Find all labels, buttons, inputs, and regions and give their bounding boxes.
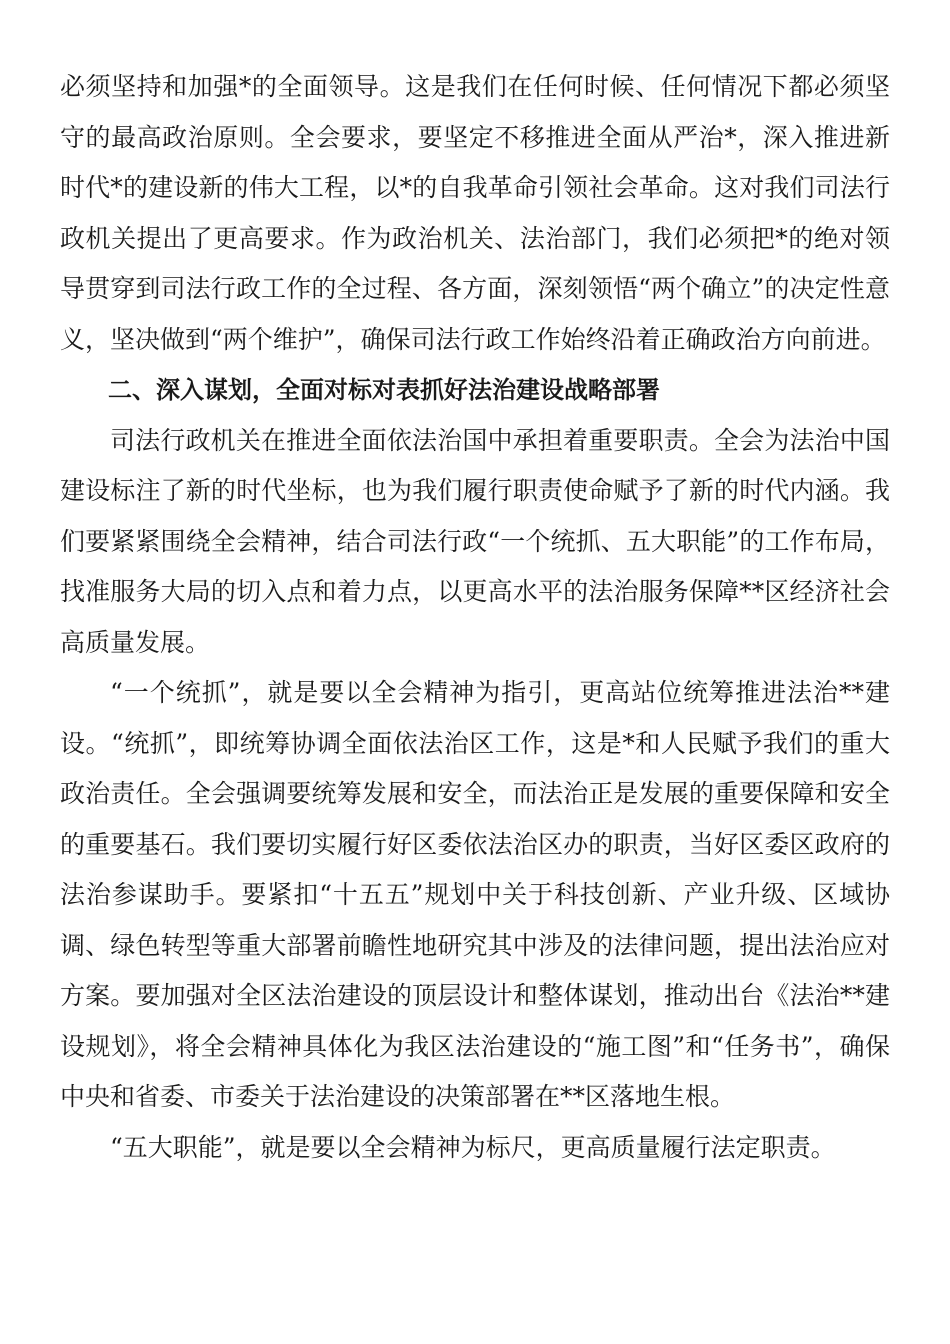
paragraph-one-overall-coordination: “一个统抓”，就是要以全会精神为指引，更高站位统筹推进法治**建设。“统抓”，即统筹协调全面依法治区工作，这是*和人民赋予我们的重大政治责任。全会强调要统筹发展和安全，而法治正是发展的重要保障和安全的重要基石。我们要切实履行好区委依法治区办的职责，当好区委区政府的法治参谋助手。要紧扣“十五五”规划中关于科技创新、产业升级、区域协调、绿色转型等重大部署前瞻性地研究其中涉及的法律问题，提出法治应对方案。要加强对全区法治建设的顶层设计和整体谋划，推动出台《法治**建设规划》，将全会精神具体化为我区法治建设的“施工图”和“任务书”，确保中央和省委、市委关于法治建设的决策部署在**区落地生根。 <box>60 678 890 1111</box>
paragraph-party-leadership: 必须坚持和加强*的全面领导。这是我们在任何时候、任何情况下都必须坚守的最高政治原则。全会要求，要坚定不移推进全面从严治*，深入推进新时代*的建设新的伟大工程，以*的自我革命引领社会革命。这对我们司法行政机关提出了更高要求。作为政治机关、法治部门，我们必须把*的绝对领导贯穿到司法行政工作的全过程、各方面，深刻领悟“两个确立”的决定性意义，坚决做到“两个维护”，确保司法行政工作始终沿着正确政治方向前进。 <box>60 72 890 354</box>
paragraph-judicial-duties: 司法行政机关在推进全面依法治国中承担着重要职责。全会为法治中国建设标注了新的时代坐标，也为我们履行职责使命赋予了新的时代内涵。我们要紧紧围绕全会精神，结合司法行政“一个统抓、五大职能”的工作布局，找准服务大局的切入点和着力点，以更高水平的法治服务保障**区经济社会高质量发展。 <box>60 425 890 657</box>
section-heading-two: 二、深入谋划，全面对标对表抓好法治建设战略部署 <box>108 376 660 404</box>
paragraph-five-functions: “五大职能”，就是要以全会精神为标尺，更高质量履行法定职责。 <box>110 1132 836 1162</box>
document-page <box>60 62 890 1173</box>
